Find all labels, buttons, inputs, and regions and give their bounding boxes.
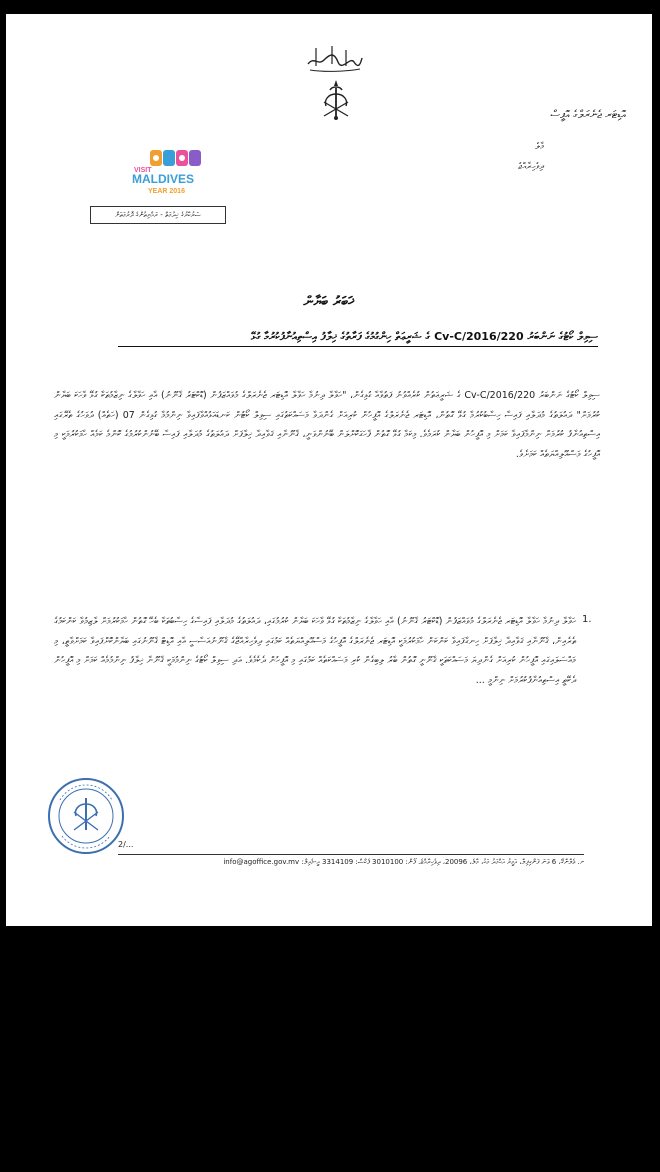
footer-divider xyxy=(118,854,584,855)
logo-line3: YEAR 2016 xyxy=(148,188,185,195)
org-country: ދިވެހިރާއްޖެ xyxy=(518,162,544,172)
page-number: 2/... xyxy=(118,840,134,849)
org-city: މާލެ xyxy=(535,142,544,152)
visit-maldives-logo xyxy=(110,148,210,198)
paragraph-number: 1. xyxy=(582,614,592,625)
logo-line2: MALDIVES xyxy=(132,172,195,186)
paragraph-2: ހަވާލާ ދިނުމާ ހަވާލާ އޮޑިޓަރ ޖެނެރަލްގެ މުވައްޒަފުން (ޑޮކްޓަރު ޤާނޫނު) އާއި ހަވާލާގެ ނިޒާމުތަކާ ގުޅޭ ވާހަކަ ބަޔާން ކުރުމުގައި، ދައުލަތުގެ މުދަލާއި ފައިސާގެ ހިސާބުތަކާ ބެހޭ ގޮތުން ހާމަކުރުމަށް ލާޒިމުވާ ކަންކަމުގެ ތެރެއިން، ޤާނޫނާއި ޤަވާއިދާ ޚިލާފަށް ހިނގާފައިވާ ކަންކަން ހާމަކުރުމަކީ އޮޑިޓަރ ޖެނެރަލްގެ އޮފީހުގެ މަސްއޫލިއްޔަތެއް ކަމުގައި ދިވެހިރާއްޖޭގެ ޤާނޫނުއަސާސީ އާއި އޮޑިޓް ޤާނޫނުގައި ބަޔާންކޮށްފައިވާ ކަމަށްވާތީ، މި މައްސަލައިގައި އޮފީހުން ކުރިއަށް ގެންދިޔަ މަސައްކަތަކީ ޤާނޫނީ ގޮތުން ބާރު ލިބިގެން ކުރި މަސައްކަތެއް ކަމުގައި މި އޮފީހުން ދެކެމެވެ. އަދި ސިވިލް ކޯޓުގެ ނިންމުމަކީ ޤާނޫނާ ޚިލާފު ނިންމުމެއް ކަމަށް މި އޮފީހުން ދެކޭތީ އިސްތިއުނާފުކުރުމަށް ނިންމީ ... xyxy=(54,616,576,686)
org-name: އޮޑިޓަރ ޖެނެރަލްގެ އޮފީސް xyxy=(550,108,626,121)
logo-line1: VISIT xyxy=(134,167,152,174)
state-emblem-icon xyxy=(316,76,356,124)
official-seal-stamp xyxy=(46,776,126,856)
document-title: ޚަބަރު ބަޔާން xyxy=(303,294,355,310)
document-subject: ސިވިލް ކޯޓުގެ ނަންބަރު 220/Cv-C/2016 ގެ ޝަރީޢަތް ހިންގުމުގެ ފަރާތުގެ ޚިލާފު އިސްތިއުނާފުކުރުމާ ގުޅޭ xyxy=(118,330,598,347)
slogan-box: ސަރުކާރުގެ ޚިދުމަތް - ރައްޔިތުންގެ ދޮރުމަތަށް xyxy=(90,206,226,224)
bismillah-calligraphy xyxy=(304,42,364,76)
paragraph-1: ސިވިލް ކޯޓުގެ ނަންބަރު 220/Cv-C/2016 ގެ ޝަރީޢަތުން ކުރެއްވުނު ފަތުވާއާ ގުޅިގެން، "ހަވާލާ ދިނުމާ ހަވާލާ އޮޑިޓަރ ޖެނެރަލްގެ މުވައްޒަފުން (ޑޮކްޓަރު ޤާނޫނު) އާއި ހަވާލާގެ ނިޒާމުތަކާ ގުޅޭ ވާހަކަ ބަޔާން ކުރުމަށް" ދައުލަތުގެ މުދަލާއި ފައިސާ ހިސާބުކުރުމާ ގުޅޭ ގޮތުން، އޮޑިޓަރ ޖެނެރަލްގެ އޮފީހުން ކުރިއަށް ގެންދަވާ މަސައްކަތުގައި ސިވިލް ކޯޓުން ކަނޑައަޅުއްވާފައިވާ ނިންމުމާ ގުޅިގެން 07 (ހަތެއް) ދުވަހުގެ ތެރޭގައި އިސްތިއުނާފު ކުރުމަށް ނިންމާފައިވާ ކަމަށް މި އޮފީހުން ބަޔާން ކުރަމެވެ. މިކަމާ ގުޅޭ ގޮތުން ފާހަގަކޮށްލަން ބޭނުންވަނީ، ޤާނޫނާއި ޤަވާއިދާ ޚިލާފަށް ދައުލަތުގެ މުދަލާއި ފައިސާ ބޭނުންކުރުމުގެ ކޮންމެ ކަމެއް ހާމަކުރުމަކީ މި އޮފީހުގެ މަސްއޫލިއްޔަތެއް ކަމަށެވެ. xyxy=(54,390,600,460)
document-page xyxy=(6,14,652,926)
footer-contact: ށ. ވެލާނާގޭ، 6 ވަނަ ފަންގިފިލާ، އަމީރު އަޙްމަދު މަގު، މާލެ، 20096، ދިވެހިރާއްޖެ. ފޯން: 3010100 ފެކްސް: 3314109 އީ-މެއިލް: info@agoffice.gov.mv xyxy=(223,858,584,866)
